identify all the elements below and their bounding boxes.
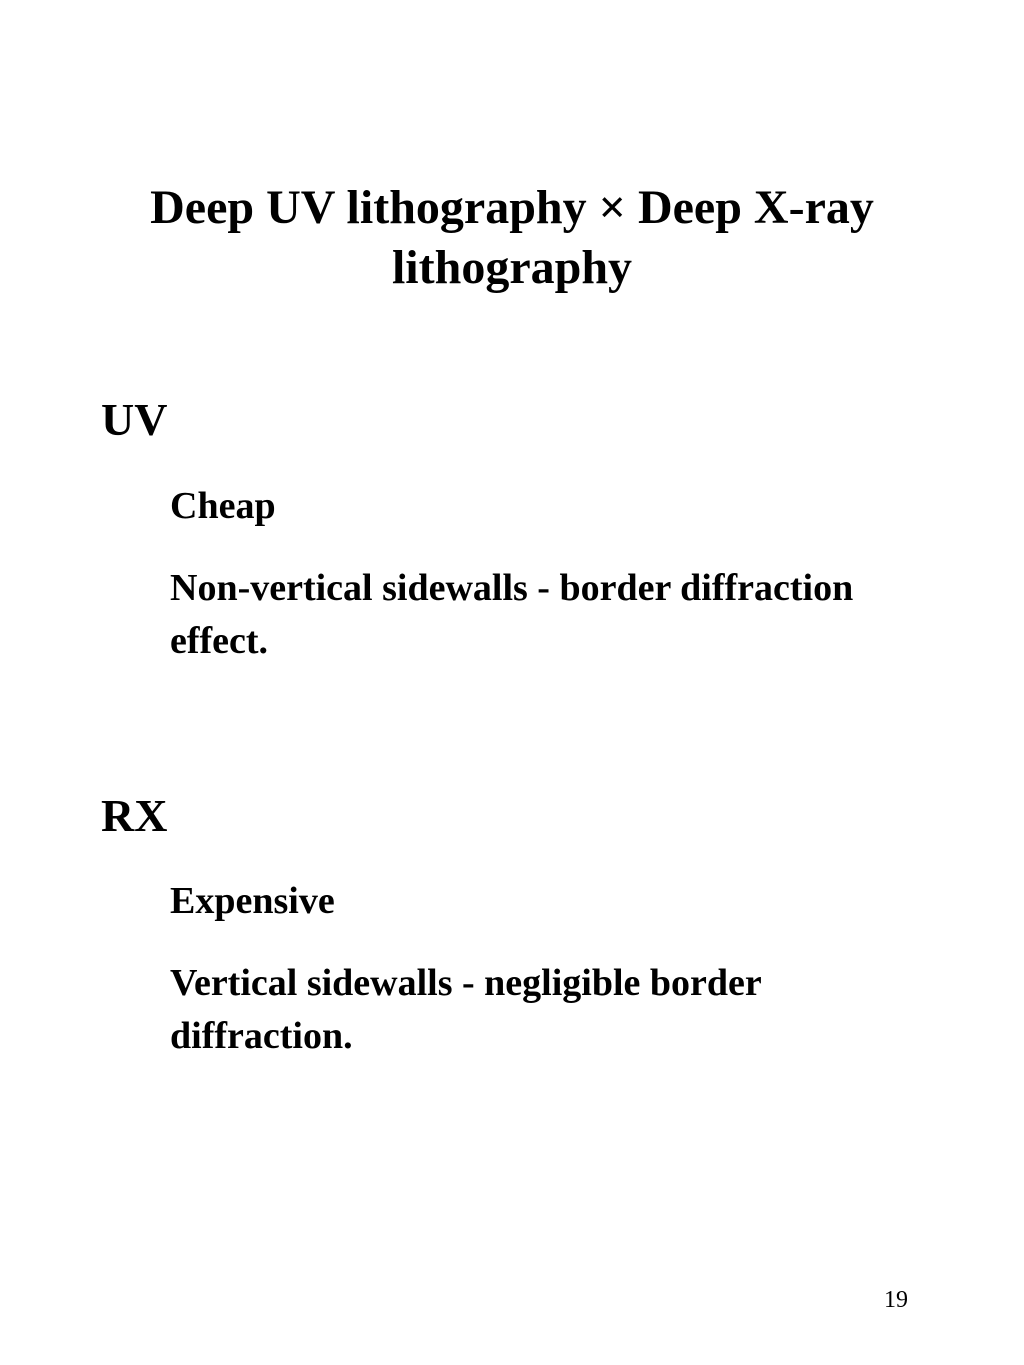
rx-item-cost: Expensive — [170, 880, 335, 922]
section-heading-rx: RX — [101, 790, 168, 841]
section-heading-uv: UV — [101, 394, 168, 445]
slide-title: Deep UV lithography × Deep X-ray lithography — [150, 181, 874, 294]
uv-item-cost: Cheap — [170, 485, 276, 527]
page-number: 19 — [884, 1287, 908, 1313]
uv-item-sidewalls: Non-vertical sidewalls - border diffraction effect. — [170, 567, 854, 662]
rx-item-sidewalls: Vertical sidewalls - negligible border diffraction. — [170, 962, 762, 1057]
